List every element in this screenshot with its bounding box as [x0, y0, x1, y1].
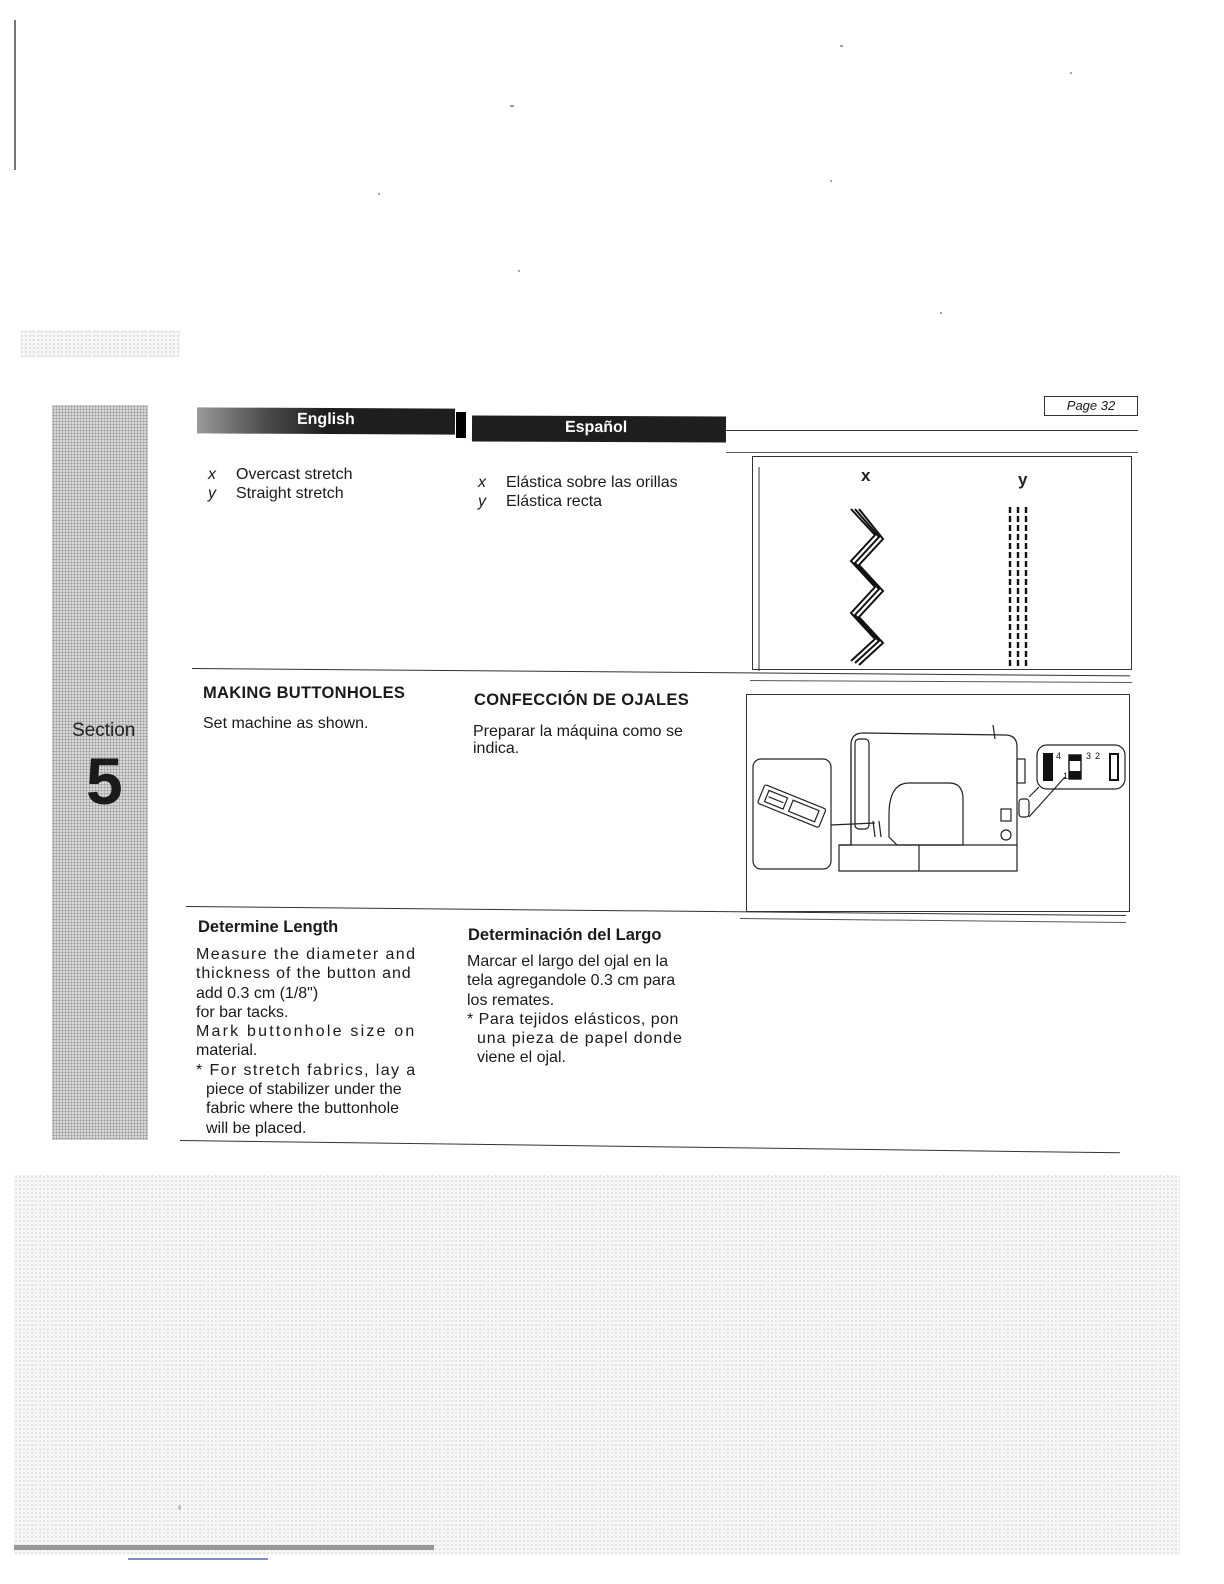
list-item: y Straight stretch [208, 485, 344, 502]
buttonholes-es-text-1: Preparar la máquina como se [473, 723, 683, 740]
straight-stitch-icon [1010, 507, 1026, 667]
scan-bottom-link [128, 1558, 268, 1560]
length-en-title: Determine Length [198, 918, 339, 936]
list-item: * Para tejidos elásticos, pon [467, 1010, 679, 1028]
header-rule [726, 430, 1138, 431]
divider-rule-b [750, 680, 1132, 683]
stretch-en-list [208, 465, 352, 503]
bottom-rule [180, 1140, 1120, 1153]
list-item: x Elástica sobre las orillas [478, 474, 678, 491]
buttonholes-en-title: MAKING BUTTONHOLES [203, 684, 406, 702]
list-item: will be placed. [206, 1119, 307, 1137]
page-number: Page 32 [1066, 398, 1116, 413]
page-number-box [1044, 396, 1138, 416]
length-es-title: Determinación del Largo [468, 926, 662, 944]
scan-noise-left [20, 330, 180, 358]
scan-speck [378, 193, 380, 195]
scan-speck [830, 180, 832, 182]
list-item: tela agregandole 0.3 cm para [467, 972, 676, 990]
dial-window-icon [1043, 751, 1119, 781]
figure-label-x: x [861, 466, 871, 485]
scan-speck [840, 45, 843, 47]
header-rule-2 [726, 452, 1138, 453]
list-item: Measure the diameter and [196, 946, 417, 963]
divider-rule-c [740, 918, 1126, 923]
section-label: Section [72, 720, 136, 741]
tab-english [197, 407, 455, 434]
dial-number-3: 3 [1086, 751, 1092, 761]
list-item: Marcar el largo del ojal en la [467, 953, 668, 970]
stretch-stitch-figure [752, 456, 1132, 670]
overcast-stitch-icon [851, 509, 883, 665]
buttonholes-es-text-2: indica. [473, 740, 520, 757]
scan-speck [940, 312, 942, 314]
buttonholes-es-title: CONFECCIÓN DE OJALES [474, 691, 690, 709]
list-item: thickness of the button and [196, 965, 412, 983]
scan-speck [1070, 72, 1072, 74]
list-item: los remates. [467, 991, 555, 1009]
list-item: add 0.3 cm (1/8") [196, 984, 319, 1002]
scan-noise-bottom [14, 1175, 1180, 1555]
tab-divider [456, 412, 466, 438]
scan-bottom-bar [14, 1545, 434, 1550]
list-item: Mark buttonhole size on [196, 1023, 417, 1041]
scan-edge-line [14, 20, 16, 170]
stretch-es-list [478, 473, 678, 511]
length-es-body [467, 952, 683, 1068]
tab-english-label: English [296, 410, 355, 429]
dial-number-4: 4 [1056, 751, 1062, 761]
list-item: una pieza de papel donde [477, 1030, 683, 1048]
tab-espanol-label: Español [564, 418, 628, 437]
list-item: fabric where the buttonhole [206, 1100, 400, 1118]
stitch-patterns [753, 457, 1133, 671]
figure-label-y: y [1018, 470, 1028, 489]
scan-speck [510, 105, 514, 107]
machine-setup-figure [746, 694, 1130, 912]
dial-number-1: 1 [1063, 771, 1069, 781]
list-item: x Overcast stretch [208, 466, 353, 483]
list-item: for bar tacks. [196, 1003, 289, 1021]
list-item: * For stretch fabrics, lay a [196, 1061, 417, 1079]
buttonholes-en-text: Set machine as shown. [203, 715, 369, 732]
list-item: y Elástica recta [478, 493, 603, 510]
list-item: piece of stabilizer under the [206, 1081, 402, 1099]
scan-speck [518, 270, 520, 272]
dial-number-2: 2 [1095, 751, 1101, 761]
list-item: viene el ojal. [477, 1049, 566, 1067]
list-item: material. [196, 1042, 258, 1060]
sewing-machine-illustration [747, 695, 1131, 913]
length-en-body [196, 945, 417, 1138]
section-number: 5 [86, 744, 123, 818]
tab-espanol [472, 415, 726, 442]
